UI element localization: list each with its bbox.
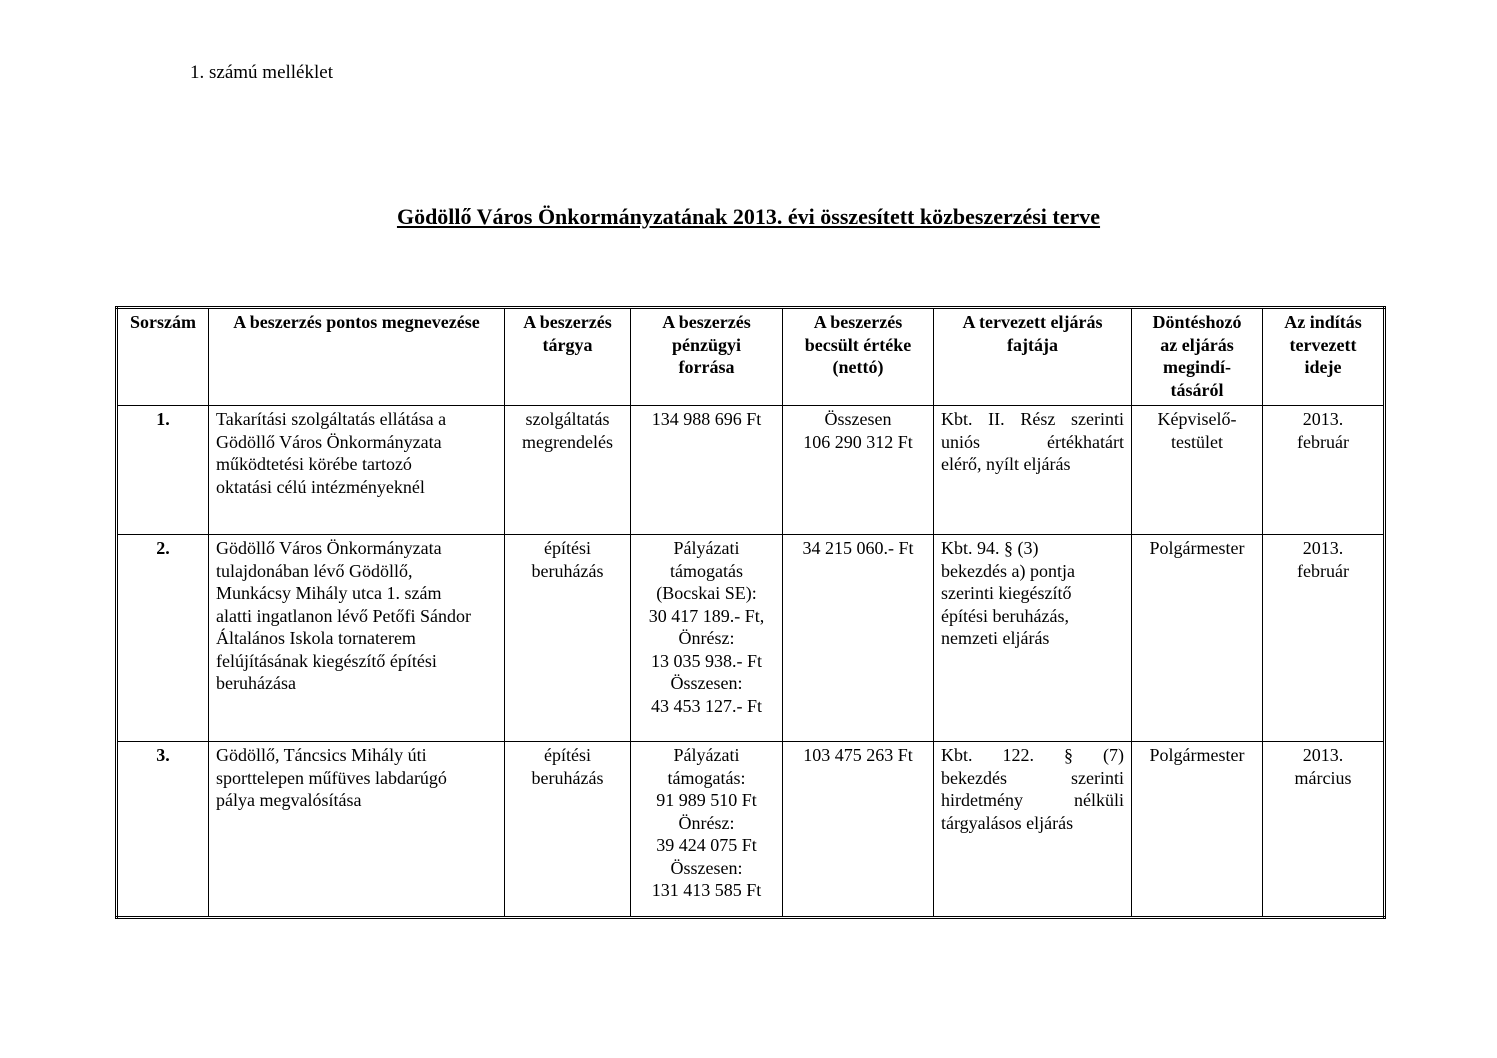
cell-line: Munkácsy Mihály utca 1. szám	[216, 583, 442, 603]
procedure-type	[934, 406, 1132, 535]
cell-line: Takarítási szolgáltatás ellátása a	[216, 409, 447, 429]
cell-line: Polgármester	[1149, 538, 1245, 558]
cell-line: A tervezett eljárás	[962, 312, 1103, 332]
cell-line: bekezdés szerinti	[941, 767, 1124, 788]
cell-line: Összesen:	[670, 857, 743, 878]
cell-line: uniós értékhatárt	[941, 431, 1124, 452]
procedure-type	[934, 742, 1132, 918]
estimated-value	[783, 742, 934, 918]
cell-line: támogatás	[670, 560, 743, 581]
procurement-subject	[505, 535, 631, 742]
cell-line: 2013.	[1302, 409, 1344, 429]
cell-line: beruházása	[216, 673, 296, 693]
planned-start	[1263, 406, 1385, 535]
cell-line: Gödöllő Város Önkormányzata	[216, 431, 442, 452]
decision-maker	[1132, 742, 1263, 918]
row-number: 1.	[117, 406, 209, 535]
funding-source	[631, 535, 783, 742]
decision-maker	[1132, 535, 1263, 742]
cell-line: február	[1297, 431, 1349, 452]
procedure-type	[934, 535, 1132, 742]
cell-line: bekezdés a) pontja	[941, 560, 1075, 581]
cell-line: tásáról	[1170, 379, 1224, 400]
cell-line: az eljárás	[1160, 334, 1234, 355]
cell-line: építési beruházás,	[941, 605, 1069, 626]
cell-line: építési	[544, 538, 591, 558]
annex-label: 1. számú melléklet	[190, 62, 333, 83]
header-cell	[209, 308, 505, 406]
cell-line: nemzeti eljárás	[941, 628, 1050, 648]
decision-maker	[1132, 406, 1263, 535]
cell-line: szerinti kiegészítő	[941, 583, 1072, 603]
cell-line: 91 989 510 Ft	[656, 790, 757, 810]
cell-line: sporttelepen műfüves labdarúgó	[216, 767, 447, 788]
header-cell	[1263, 308, 1385, 406]
funding-source	[631, 742, 783, 918]
cell-line: fajtája	[1007, 334, 1058, 355]
cell-line: Döntéshozó	[1152, 312, 1242, 332]
cell-line: Gödöllő, Táncsics Mihály úti	[216, 745, 427, 765]
cell-line: szolgáltatás	[525, 409, 610, 429]
cell-line: Polgármester	[1149, 745, 1245, 765]
cell-line: ideje	[1304, 357, 1342, 377]
estimated-value	[783, 406, 934, 535]
cell-line: Kbt. II. Rész szerinti	[941, 409, 1124, 429]
cell-line: testület	[1171, 431, 1223, 452]
cell-line: 34 215 060.- Ft	[802, 538, 914, 558]
procurement-subject	[505, 742, 631, 918]
cell-line: február	[1297, 560, 1349, 581]
cell-line: pénzügyi	[671, 334, 741, 355]
cell-line: Pályázati	[673, 745, 740, 765]
cell-line: építési	[544, 745, 591, 765]
cell-line: megrendelés	[522, 431, 613, 452]
cell-line: Összesen:	[670, 673, 743, 693]
cell-line: pálya megvalósítása	[216, 790, 362, 810]
cell-line: A beszerzés	[662, 312, 751, 332]
cell-line: működtetési körébe tartozó	[216, 454, 412, 474]
cell-line: Gödöllő Város Önkormányzata	[216, 538, 442, 558]
cell-line: Önrész:	[678, 628, 735, 648]
cell-line: 134 988 696 Ft	[651, 409, 762, 429]
header-cell	[783, 308, 934, 406]
cell-line: elérő, nyílt eljárás	[941, 454, 1071, 474]
procurement-subject	[505, 406, 631, 535]
cell-line: oktatási célú intézményeknél	[216, 476, 425, 497]
table-row	[117, 535, 1385, 742]
cell-line: 106 290 312 Ft	[803, 431, 913, 452]
procurement-name	[209, 535, 505, 742]
table-row	[117, 406, 1385, 535]
procurement-name	[209, 742, 505, 918]
cell-line: 30 417 189.- Ft,	[648, 605, 765, 626]
cell-line: hirdetmény nélküli	[941, 790, 1124, 810]
cell-line: tárgyalásos eljárás	[941, 812, 1074, 833]
table-row	[117, 742, 1385, 918]
cell-line: forrása	[678, 357, 735, 377]
cell-line: felújításának kiegészítő építési	[216, 650, 437, 671]
cell-line: tulajdonában lévő Gödöllő,	[216, 560, 413, 581]
header-cell	[631, 308, 783, 406]
header-cell	[117, 308, 209, 406]
cell-line: Kbt. 94. § (3)	[941, 538, 1039, 558]
cell-line: Önrész:	[678, 812, 735, 833]
cell-line: 2013.	[1302, 538, 1344, 558]
header-cell	[505, 308, 631, 406]
cell-line: Az indítás	[1284, 312, 1362, 332]
table-header-row	[117, 308, 1385, 406]
cell-line: A beszerzés	[523, 312, 612, 332]
cell-line: 131 413 585 Ft	[651, 880, 762, 900]
cell-line: Sorszám	[130, 312, 196, 332]
cell-line: megindí-	[1162, 357, 1231, 377]
cell-line: Pályázati	[673, 538, 740, 558]
cell-line: tárgya	[542, 334, 593, 355]
row-number: 2.	[117, 535, 209, 742]
cell-line: alatti ingatlanon lévő Petőfi Sándor	[216, 605, 471, 626]
cell-line: 2013.	[1302, 745, 1344, 765]
cell-line: támogatás:	[667, 767, 746, 788]
funding-source	[631, 406, 783, 535]
cell-line: tervezett	[1289, 334, 1357, 355]
procurement-name	[209, 406, 505, 535]
cell-line: A beszerzés pontos megnevezése	[233, 312, 480, 332]
cell-line: Általános Iskola tornaterem	[216, 628, 416, 648]
cell-line: március	[1294, 767, 1352, 788]
header-cell	[934, 308, 1132, 406]
cell-line: A beszerzés	[813, 312, 903, 332]
planned-start	[1263, 535, 1385, 742]
planned-start	[1263, 742, 1385, 918]
cell-line: Kbt. 122. § (7)	[941, 745, 1124, 765]
cell-line: Képviselő-	[1157, 409, 1237, 429]
procurement-plan-table	[115, 306, 1386, 919]
cell-line: beruházás	[531, 767, 604, 788]
estimated-value	[783, 535, 934, 742]
cell-line: becsült értéke	[804, 334, 912, 355]
cell-line: 43 453 127.- Ft	[650, 695, 762, 716]
cell-line: 39 424 075 Ft	[656, 835, 757, 855]
cell-line: 103 475 263 Ft	[803, 745, 913, 765]
cell-line: Összesen	[824, 409, 892, 429]
row-number: 3.	[117, 742, 209, 918]
cell-line: (nettó)	[832, 357, 884, 377]
header-cell	[1132, 308, 1263, 406]
cell-line: 13 035 938.- Ft	[650, 650, 762, 671]
cell-line: (Bocskai SE):	[656, 583, 757, 603]
cell-line: beruházás	[531, 560, 604, 581]
document-title: Gödöllő Város Önkormányzatának 2013. évi összesített közbeszerzési terve	[396, 204, 1101, 229]
